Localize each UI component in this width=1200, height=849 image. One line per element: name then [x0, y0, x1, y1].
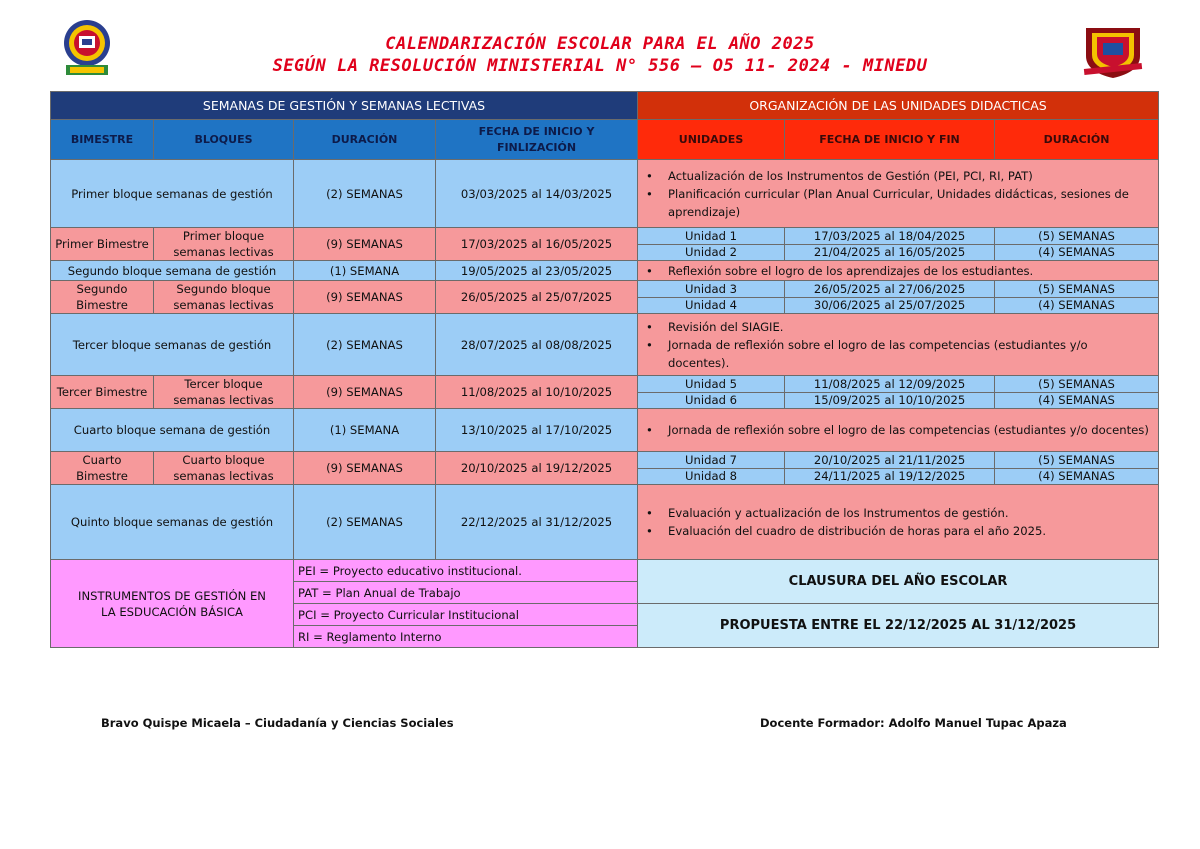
note-item: • Jornada de reflexión sobre el logro de las competencias (estudiantes y/o docentes). [668, 336, 1152, 372]
management-block-notes [638, 409, 1159, 452]
unit-name: Unidad 7 [638, 452, 785, 469]
footer-teacher: Docente Formador: Adolfo Manuel Tupac Apaza [760, 716, 1067, 730]
unit-duration: (5) SEMANAS [995, 281, 1159, 298]
management-block-label: Segundo bloque semana de gestión [51, 261, 294, 281]
column-header-duracion-unidad: DURACIÓN [995, 120, 1159, 160]
bimestre-label: Tercer Bimestre [51, 376, 154, 409]
bimestre-duration: (9) SEMANAS [294, 376, 436, 409]
closing-proposal: PROPUESTA ENTRE EL 22/12/2025 AL 31/12/2025 [638, 604, 1159, 648]
unit-name: Unidad 2 [638, 244, 785, 261]
note-item: • Evaluación del cuadro de distribución de horas para el año 2025. [668, 522, 1152, 540]
bimestre-duration: (9) SEMANAS [294, 281, 436, 314]
management-block-duration: (2) SEMANAS [294, 160, 436, 228]
calendar-table [50, 91, 1159, 648]
bimestre-dates: 17/03/2025 al 16/05/2025 [436, 228, 638, 261]
bloque-label: Segundo bloque semanas lectivas [154, 281, 294, 314]
note-item: • Jornada de reflexión sobre el logro de las competencias (estudiantes y/o docentes) [668, 421, 1152, 439]
instruments-label: INSTRUMENTOS DE GESTIÓN EN LA ESDUCACIÓN BÁSICA [51, 560, 294, 648]
column-header-fecha-unidad: FECHA DE INICIO Y FIN [785, 120, 995, 160]
unit-dates: 20/10/2025 al 21/11/2025 [785, 452, 995, 469]
unit-dates: 26/05/2025 al 27/06/2025 [785, 281, 995, 298]
management-block-duration: (2) SEMANAS [294, 314, 436, 376]
unit-name: Unidad 8 [638, 468, 785, 485]
column-header-bimestre: BIMESTRE [51, 120, 154, 160]
title-line-1: CALENDARIZACIÓN ESCOLAR PARA EL AÑO 2025 [385, 34, 815, 54]
footer-author: Bravo Quispe Micaela – Ciudadanía y Ciencias Sociales [101, 716, 454, 730]
bimestre-label: Segundo Bimestre [51, 281, 154, 314]
management-block-duration: (1) SEMANA [294, 409, 436, 452]
bloque-label: Tercer bloque semanas lectivas [154, 376, 294, 409]
bloque-label: Primer bloque semanas lectivas [154, 228, 294, 261]
unit-duration: (4) SEMANAS [995, 297, 1159, 314]
unit-duration: (5) SEMANAS [995, 376, 1159, 393]
unit-name: Unidad 6 [638, 392, 785, 409]
bimestre-duration: (9) SEMANAS [294, 452, 436, 485]
unit-dates: 11/08/2025 al 12/09/2025 [785, 376, 995, 393]
management-block-notes [638, 485, 1159, 560]
unit-dates: 21/04/2025 al 16/05/2025 [785, 244, 995, 261]
unit-duration: (4) SEMANAS [995, 244, 1159, 261]
note-item: • Revisión del SIAGIE. [668, 318, 1152, 336]
column-header-unidades: UNIDADES [638, 120, 785, 160]
management-block-notes [638, 160, 1159, 228]
management-block-dates: 28/07/2025 al 08/08/2025 [436, 314, 638, 376]
bloque-label: Cuarto bloque semanas lectivas [154, 452, 294, 485]
management-block-dates: 03/03/2025 al 14/03/2025 [436, 160, 638, 228]
title-line-2: SEGÚN LA RESOLUCIÓN MINISTERIAL N° 556 – O5 11- 2024 - MINEDU [272, 56, 928, 76]
management-block-dates: 19/05/2025 al 23/05/2025 [436, 261, 638, 281]
unit-name: Unidad 1 [638, 228, 785, 245]
column-header-duracion: DURACIÓN [294, 120, 436, 160]
management-block-notes [638, 261, 1159, 281]
bimestre-label: Primer Bimestre [51, 228, 154, 261]
instrument-item: PCI = Proyecto Curricular Institucional [294, 604, 638, 626]
bimestre-dates: 26/05/2025 al 25/07/2025 [436, 281, 638, 314]
unit-name: Unidad 3 [638, 281, 785, 298]
unit-name: Unidad 4 [638, 297, 785, 314]
unit-duration: (4) SEMANAS [995, 392, 1159, 409]
bimestre-dates: 20/10/2025 al 19/12/2025 [436, 452, 638, 485]
column-header-bloques: BLOQUES [154, 120, 294, 160]
unit-duration: (5) SEMANAS [995, 452, 1159, 469]
management-block-dates: 22/12/2025 al 31/12/2025 [436, 485, 638, 560]
instrument-item: PAT = Plan Anual de Trabajo [294, 582, 638, 604]
note-item: • Reflexión sobre el logro de los aprendizajes de los estudiantes. [668, 262, 1152, 280]
instrument-item: RI = Reglamento Interno [294, 626, 638, 648]
bimestre-duration: (9) SEMANAS [294, 228, 436, 261]
management-block-notes [638, 314, 1159, 376]
unit-dates: 24/11/2025 al 19/12/2025 [785, 468, 995, 485]
instrument-item: PEI = Proyecto educativo institucional. [294, 560, 638, 582]
management-block-label: Tercer bloque semanas de gestión [51, 314, 294, 376]
unit-dates: 17/03/2025 al 18/04/2025 [785, 228, 995, 245]
management-block-label: Cuarto bloque semana de gestión [51, 409, 294, 452]
note-item: • Actualización de los Instrumentos de Gestión (PEI, PCI, RI, PAT) [668, 167, 1152, 185]
management-block-dates: 13/10/2025 al 17/10/2025 [436, 409, 638, 452]
column-header-fecha: FECHA DE INICIO Y FINLIZACIÓN [436, 120, 638, 160]
section-header-units: ORGANIZACIÓN DE LAS UNIDADES DIDACTICAS [638, 92, 1159, 120]
unit-name: Unidad 5 [638, 376, 785, 393]
unit-duration: (5) SEMANAS [995, 228, 1159, 245]
section-header-weeks: SEMANAS DE GESTIÓN Y SEMANAS LECTIVAS [51, 92, 638, 120]
management-block-duration: (1) SEMANA [294, 261, 436, 281]
note-item: • Planificación curricular (Plan Anual Curricular, Unidades didácticas, sesiones de aprendizaje) [668, 185, 1152, 221]
closing-title: CLAUSURA DEL AÑO ESCOLAR [638, 560, 1159, 604]
management-block-label: Primer bloque semanas de gestión [51, 160, 294, 228]
management-block-label: Quinto bloque semanas de gestión [51, 485, 294, 560]
document-title [0, 33, 1200, 77]
unit-dates: 15/09/2025 al 10/10/2025 [785, 392, 995, 409]
unit-duration: (4) SEMANAS [995, 468, 1159, 485]
note-item: • Evaluación y actualización de los Instrumentos de gestión. [668, 504, 1152, 522]
management-block-duration: (2) SEMANAS [294, 485, 436, 560]
unit-dates: 30/06/2025 al 25/07/2025 [785, 297, 995, 314]
bimestre-label: Cuarto Bimestre [51, 452, 154, 485]
bimestre-dates: 11/08/2025 al 10/10/2025 [436, 376, 638, 409]
